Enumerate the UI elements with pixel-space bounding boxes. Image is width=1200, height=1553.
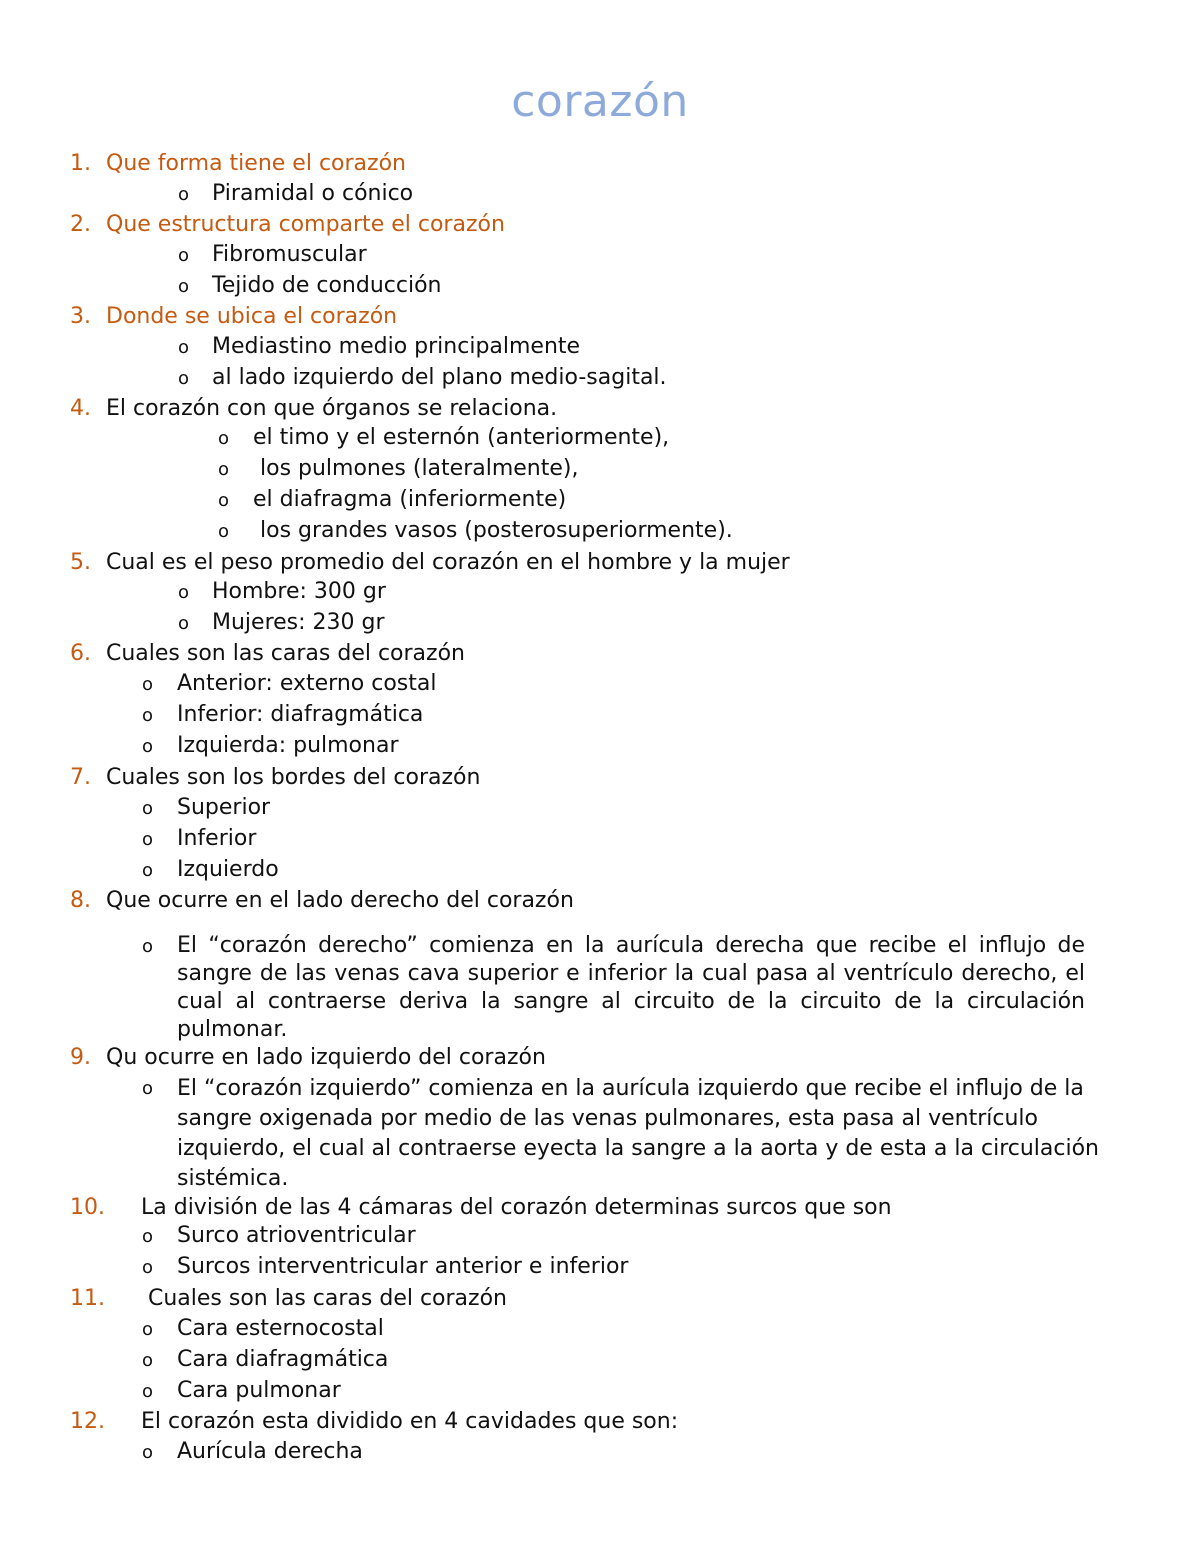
answer-text: Cara pulmonar — [177, 1378, 341, 1403]
question-text: Que estructura comparte el corazón — [106, 212, 505, 237]
bullet-marker: o — [142, 1226, 154, 1247]
question-text: Cuales son las caras del corazón — [106, 641, 465, 666]
question-number: 5. — [70, 550, 91, 575]
question-number: 12. — [70, 1409, 105, 1434]
bullet-marker: o — [142, 705, 154, 726]
question-number: 11. — [70, 1286, 105, 1311]
answer-text: los grandes vasos (posterosuperiormente). — [253, 518, 733, 543]
bullet-marker: o — [142, 1078, 154, 1099]
bullet-marker: o — [178, 337, 190, 358]
bullet-marker: o — [142, 936, 154, 957]
answer-text: Piramidal o cónico — [212, 181, 414, 206]
question-text: Donde se ubica el corazón — [106, 304, 398, 329]
bullet-marker: o — [142, 736, 154, 757]
answer-text: el timo y el esternón (anteriormente), — [253, 425, 670, 450]
bullet-marker: o — [142, 1257, 154, 1278]
answer-text: Hombre: 300 gr — [212, 579, 386, 604]
bullet-marker: o — [178, 245, 190, 266]
bullet-marker: o — [178, 184, 190, 205]
bullet-marker: o — [142, 674, 154, 695]
answer-text: al lado izquierdo del plano medio-sagital. — [212, 365, 667, 390]
answer-text: el diafragma (inferiormente) — [253, 487, 567, 512]
answer-paragraph: El “corazón izquierdo” comienza en la aurícula izquierdo que recibe el influjo de la sangre oxigenada por medio de las venas pulmonares, esta pasa al ventrículo izquierdo, el cual al contraerse eyecta la sangre a la aorta y de esta a la circulación sistémica. — [177, 1076, 1100, 1191]
bullet-marker: o — [142, 1381, 154, 1402]
question-text: Qu ocurre en lado izquierdo del corazón — [106, 1045, 546, 1070]
answer-text: Anterior: externo costal — [177, 671, 437, 696]
bullet-marker: o — [142, 829, 154, 850]
question-text: El corazón con que órganos se relaciona. — [106, 396, 558, 421]
answer-text: Inferior — [177, 826, 257, 851]
question-text: Cual es el peso promedio del corazón en el hombre y la mujer — [106, 550, 790, 575]
answer-text: Surcos interventricular anterior e inferior — [177, 1254, 629, 1279]
bullet-marker: o — [218, 459, 230, 480]
document-title: corazón — [511, 76, 689, 127]
answer-text: Izquierda: pulmonar — [177, 733, 399, 758]
bullet-marker: o — [218, 490, 230, 511]
answer-text: Cara diafragmática — [177, 1347, 389, 1372]
answer-text: los pulmones (lateralmente), — [253, 456, 579, 481]
answer-text: Inferior: diafragmática — [177, 702, 424, 727]
answer-text: Mujeres: 230 gr — [212, 610, 385, 635]
question-text: El corazón esta dividido en 4 cavidades que son: — [141, 1409, 679, 1434]
question-number: 1. — [70, 151, 91, 176]
bullet-marker: o — [178, 582, 190, 603]
bullet-marker: o — [142, 798, 154, 819]
answer-text: Cara esternocostal — [177, 1316, 384, 1341]
bullet-marker: o — [178, 368, 190, 389]
bullet-marker: o — [178, 613, 190, 634]
bullet-marker: o — [218, 428, 230, 449]
bullet-marker: o — [142, 860, 154, 881]
answer-paragraph: El “corazón derecho” comienza en la aurícula derecha que recibe el influjo de sangre de las venas cava superior e inferior la cual pasa al ventrículo derecho, el cual al contraerse deriva la sangre al circuito de la circuito de la circulación pulmonar. — [177, 933, 1085, 1042]
question-number: 9. — [70, 1045, 91, 1070]
question-number: 8. — [70, 888, 91, 913]
question-number: 2. — [70, 212, 91, 237]
answer-text: Tejido de conducción — [212, 273, 442, 298]
question-text: Cuales son las caras del corazón — [141, 1286, 507, 1311]
bullet-marker: o — [178, 276, 190, 297]
bullet-marker: o — [142, 1442, 154, 1463]
question-text: La división de las 4 cámaras del corazón determinas surcos que son — [141, 1195, 892, 1220]
answer-text: Aurícula derecha — [177, 1439, 363, 1464]
question-number: 7. — [70, 765, 91, 790]
answer-text: Surco atrioventricular — [177, 1223, 416, 1248]
question-text: Que ocurre en el lado derecho del corazón — [106, 888, 574, 913]
question-number: 3. — [70, 304, 91, 329]
answer-text: Superior — [177, 795, 271, 820]
bullet-marker: o — [218, 521, 230, 542]
question-number: 4. — [70, 396, 91, 421]
bullet-marker: o — [142, 1350, 154, 1371]
question-number: 10. — [70, 1195, 105, 1220]
question-text: Cuales son los bordes del corazón — [106, 765, 481, 790]
question-number: 6. — [70, 641, 91, 666]
answer-text: Izquierdo — [177, 857, 279, 882]
question-text: Que forma tiene el corazón — [106, 151, 406, 176]
answer-text: Mediastino medio principalmente — [212, 334, 581, 359]
answer-text: Fibromuscular — [212, 242, 367, 267]
bullet-marker: o — [142, 1319, 154, 1340]
